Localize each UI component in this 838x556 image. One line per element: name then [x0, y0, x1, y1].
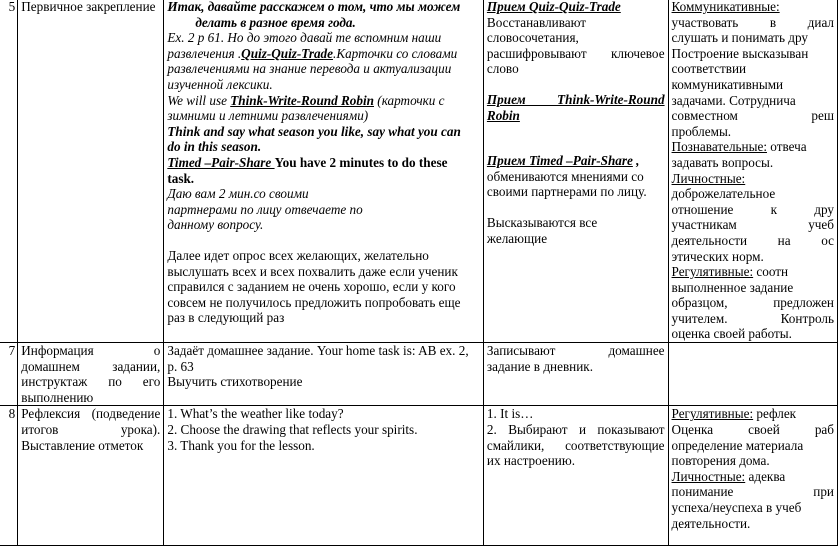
student-activity-cell: Прием Quiz-Quiz-Trade Восстанавливают словосочетания, расшифровывают ключевое слово Прием Think-Write-Round Robin Прием Timed –Pair-Share , обмениваются мнениями со своими партнерами по лицу. Высказываются все желающие [483, 0, 668, 343]
student-activity-cell: Записывают домашнее задание в дневник. [483, 343, 668, 406]
teacher-activity-cell: Итак, давайте расскажем о том, что мы можем делать в разное время года. Ex. 2 p 61. Но до этого давай те вспомним наши развлечения .Quiz-Quiz-Trade.Карточки со словами развлечениями на знание перевода и актуализации изученной лексики. We will use Think-Write-Round Robin (карточки с зимними и летними развлечениями) Think and say what season you like, say what you can do in this season. Timed –Pair-Share You have 2 minutes to do these task. Даю вам 2 мин.со своими партнерами по лицу отвечаете по данному вопросу. Далее идет опрос всех желающих, желательно выслушать всех и всех похвалить даже если ученик справился с заданием не очень хорошо, если у кого совсем не получилось предложить попробовать еще раз в следующий раз [164, 0, 484, 343]
table-row [0, 406, 838, 546]
uud-cell: Регулятивные: рефлек Оценка своей раб определение материала повторения дома. Личностные: адеква понимание при успеха/неуспеха в учеб деятельности. [668, 406, 837, 546]
stage-cell: Информация о домашнем задании, инструктаж по его выполнению [18, 343, 164, 406]
row-number: 5 [0, 0, 18, 343]
uud-cell: Коммуникативные: участвовать в диал слушать и понимать дру Построение высказыван соответствии коммуникативными задачами. Сотруднича совместном реш проблемы. Познавательные: отвеча задавать вопросы. Личностные: доброжелательное отношение к дру участникам учеб деятельности на ос этических норм. Регулятивные: соотн выполненное задание образцом, предложен учителем. Контроль оценка своей работы. [668, 0, 837, 343]
uud-cell [668, 343, 837, 406]
teacher-activity-cell: 1. What’s the weather like today? 2. Choose the drawing that reflects your spirits. 3. Thank you for the lesson. [164, 406, 484, 546]
row-number: 8 [0, 406, 18, 546]
table-row [0, 343, 838, 406]
stage-cell: Рефлексия (подведение итогов урока). Выставление отметок [18, 406, 164, 546]
row-number: 7 [0, 343, 18, 406]
stage-cell: Первичное закрепление [18, 0, 164, 343]
student-activity-cell: 1. It is… 2. Выбирают и показывают смайлики, соответствующие их настроению. [483, 406, 668, 546]
teacher-activity-cell: Задаёт домашнее задание. Your home task is: AB ex. 2, p. 63 Выучить стихотворение [164, 343, 484, 406]
